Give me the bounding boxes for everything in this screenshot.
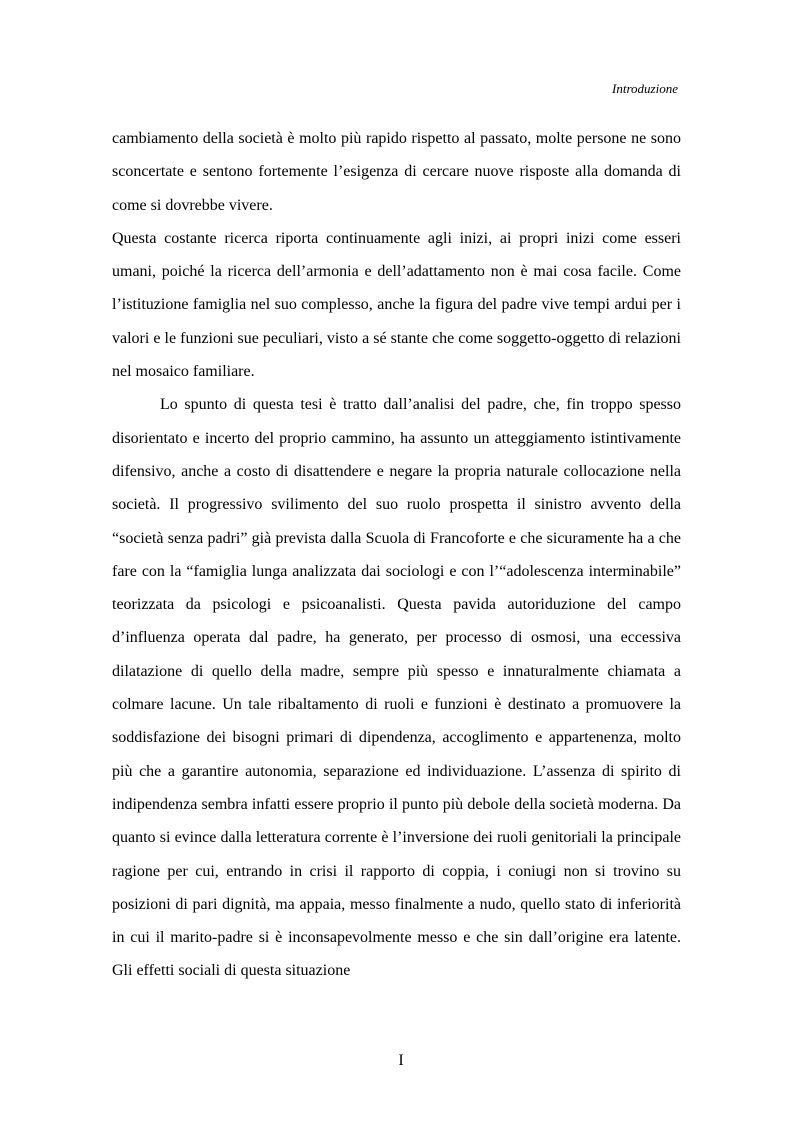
page-number: I — [398, 1052, 404, 1069]
paragraph-thesis: Lo spunto di questa tesi è tratto dall’analisi del padre, che, fin troppo spesso disorientato e incerto del proprio cammino, ha assunto un atteggiamento istintivamente difensivo, anche a costo di disattendere e negare la propria naturale collocazione nella società. Il progressivo svilimento del suo ruolo prospetta il sinistro avvento della “società senza padri” già prevista dalla Scuola di Francoforte e che sicuramente ha a che fare con la “famiglia lunga analizzata dai sociologi e con l’“adolescenza interminabile” teorizzata da psicologi e psicoanalisti. Questa pavida autoriduzione del campo d’influenza operata dal padre, ha generato, per processo di osmosi, una eccessiva dilatazione di quello della madre, sempre più spesso e innaturalmente chiamata a colmare lacune. Un tale ribaltamento di ruoli e funzioni è destinato a promuovere la soddisfazione dei bisogni primari di dipendenza, accoglimento e appartenenza, molto più che a garantire autonomia, separazione ed individuazione. L’assenza di spirito di indipendenza sembra infatti essere proprio il punto più debole della società moderna. Da quanto si evince dalla letteratura corrente è l’inversione dei ruoli genitoriali la principale ragione per cui, entrando in crisi il rapporto di coppia, i coniugi non si trovino su posizioni di pari dignità, ma appaia, messo finalmente a nudo, quello stato di inferiorità in cui il marito-padre si è inconsapevolmente messo e che sin dall’origine era latente. Gli effetti sociali di questa situazione — [112, 396, 681, 980]
body-text — [112, 122, 681, 988]
running-header: Introduzione — [612, 81, 678, 96]
paragraph-continued: cambiamento della società è molto più rapido rispetto al passato, molte persone ne sono sconcertate e sentono fortemente l’esigenza di cercare nuove risposte alla domanda di come si dovrebbe vivere. — [112, 130, 681, 214]
paragraph-research: Questa costante ricerca riporta continuamente agli inizi, ai propri inizi come esseri umani, poiché la ricerca dell’armonia e dell’adattamento non è mai cosa facile. Come l’istituzione famiglia nel suo complesso, anche la figura del padre vive tempi ardui per i valori e le funzioni sue peculiari, visto a sé stante che come soggetto-oggetto di relazioni nel mosaico familiare. — [112, 229, 681, 381]
